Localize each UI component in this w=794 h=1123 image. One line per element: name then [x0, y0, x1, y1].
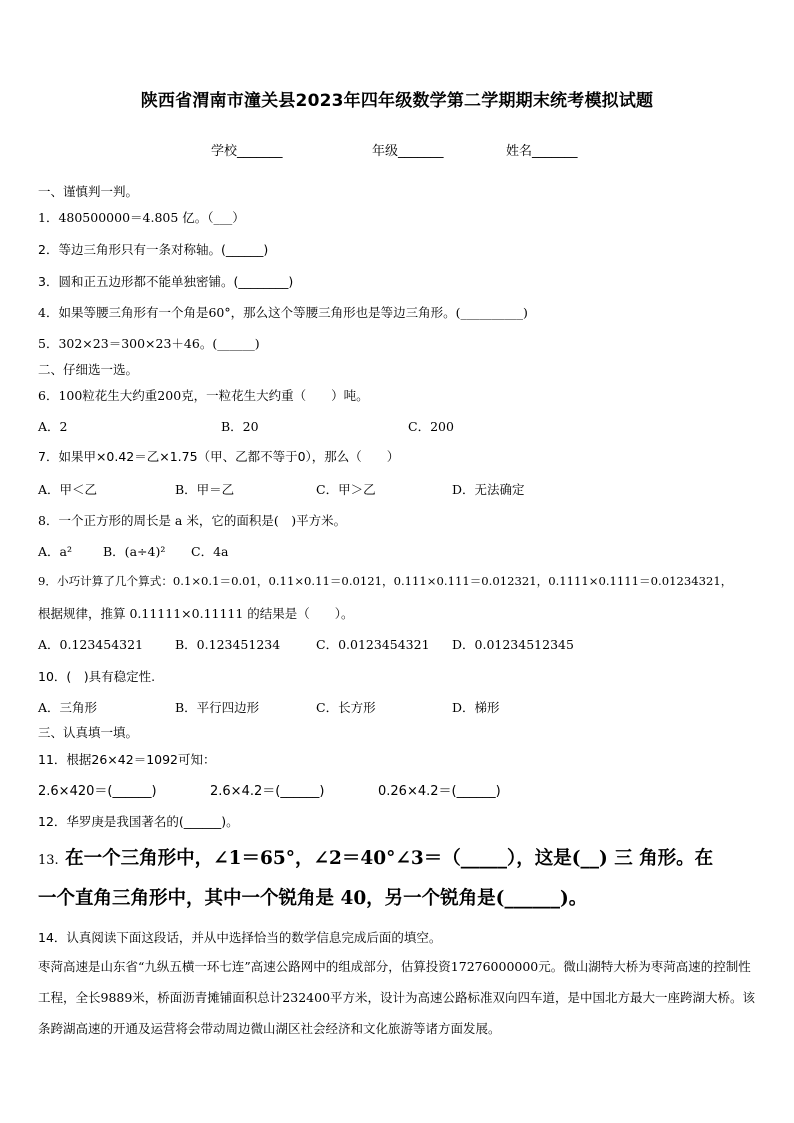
q7-option-d: D．无法确定	[452, 482, 525, 497]
question-4: 4．如果等腰三角形有一个角是60°，那么这个等腰三角形也是等边三角形。(__________)	[38, 305, 528, 320]
question-6: 6．100粒花生大约重200克，一粒花生大约重（ ）吨。	[38, 388, 369, 403]
q11-calc-1: 2.6×420＝(______)	[38, 784, 157, 799]
section-heading-3: 三、认真填一填。	[38, 725, 139, 740]
q11-calc-2: 2.6×4.2＝(______)	[210, 784, 325, 799]
question-12: 12．华罗庚是我国著名的(______)。	[38, 814, 239, 829]
question-7: 7．如果甲×0.42＝乙×1.75（甲、乙都不等于0），那么（ ）	[38, 449, 400, 464]
q8-option-a: A．a²	[38, 544, 72, 559]
q8-option-b: B．(a÷4)²	[103, 544, 166, 559]
school-field: 学校_______	[211, 144, 283, 159]
section-heading-1: 一、谨慎判一判。	[38, 184, 139, 199]
q10-option-d: D．梯形	[452, 700, 500, 715]
q9-option-d: D．0.01234512345	[452, 637, 574, 652]
question-10: 10．( )具有稳定性.	[38, 669, 156, 684]
q10-option-b: B．平行四边形	[175, 700, 260, 715]
question-5: 5．302×23＝300×23＋46。(______)	[38, 336, 260, 351]
q8-option-c: C．4a	[191, 544, 229, 559]
page-title: 陕西省渭南市潼关县2023年四年级数学第二学期期末统考模拟试题	[140, 91, 654, 111]
grade-field: 年级_______	[372, 144, 444, 159]
q7-option-a: A．甲＜乙	[38, 482, 98, 497]
section-heading-2: 二、仔细选一选。	[38, 362, 139, 377]
q7-option-c: C．甲＞乙	[316, 482, 376, 497]
q6-option-b: B．20	[221, 419, 259, 434]
q7-option-b: B．甲＝乙	[175, 482, 235, 497]
question-14-passage: 枣菏高速是山东省“九纵五横一环七连”高速公路网中的组成部分，估算投资17276000000元。微山湖特大桥为枣菏高速的控制性工程，全长9889米，桥面沥青摊铺面积总计232400平方米，设计为高速公路标准双向四车道，是中国北方最大一座跨湖大桥。该条跨湖高速的开通及运营将会带动周边微山湖区社会经济和文化旅游等诸方面发展。	[38, 959, 756, 1036]
q6-option-c: C．200	[408, 419, 454, 434]
question-11: 11．根据26×42＝1092可知：	[38, 752, 216, 767]
name-field: 姓名_______	[506, 144, 578, 159]
question-9-line-1: 9．小巧计算了几个算式：0.1×0.1＝0.01，0.11×0.11＝0.0121，0.111×0.111＝0.012321，0.1111×0.1111＝0.01234321，	[38, 574, 733, 588]
question-2: 2．等边三角形只有一条对称轴。(______)	[38, 242, 269, 257]
q9-option-b: B．0.123451234	[175, 637, 281, 652]
q10-option-c: C．长方形	[316, 700, 376, 715]
question-13-number: 13.	[38, 853, 59, 868]
question-8: 8．一个正方形的周长是 a 米，它的面积是( )平方米。	[38, 513, 347, 528]
question-3: 3．圆和正五边形都不能单独密铺。(________)	[38, 274, 294, 289]
question-1: 1．480500000＝4.805 亿。（___）	[38, 210, 245, 225]
question-9-line-2: 根据规律，推算 0.11111×0.11111 的结果是（ ）。	[38, 606, 354, 621]
question-13-line-2: 一个直角三角形中，其中一个锐角是 40，另一个锐角是(______)。	[38, 888, 588, 909]
q6-option-a: A．2	[38, 419, 68, 434]
question-13-text-1: 在一个三角形中，∠1＝65°，∠2＝40°∠3＝（_____），这是(__) 三 角形。在	[65, 848, 714, 869]
q10-option-a: A．三角形	[38, 700, 98, 715]
q9-option-c: C．0.0123454321	[316, 637, 430, 652]
q11-calc-3: 0.26×4.2＝(______)	[378, 784, 501, 799]
question-14: 14．认真阅读下面这段话，并从中选择恰当的数学信息完成后面的填空。	[38, 930, 442, 945]
q9-option-a: A．0.123454321	[38, 637, 144, 652]
question-13-line-1	[38, 844, 713, 870]
